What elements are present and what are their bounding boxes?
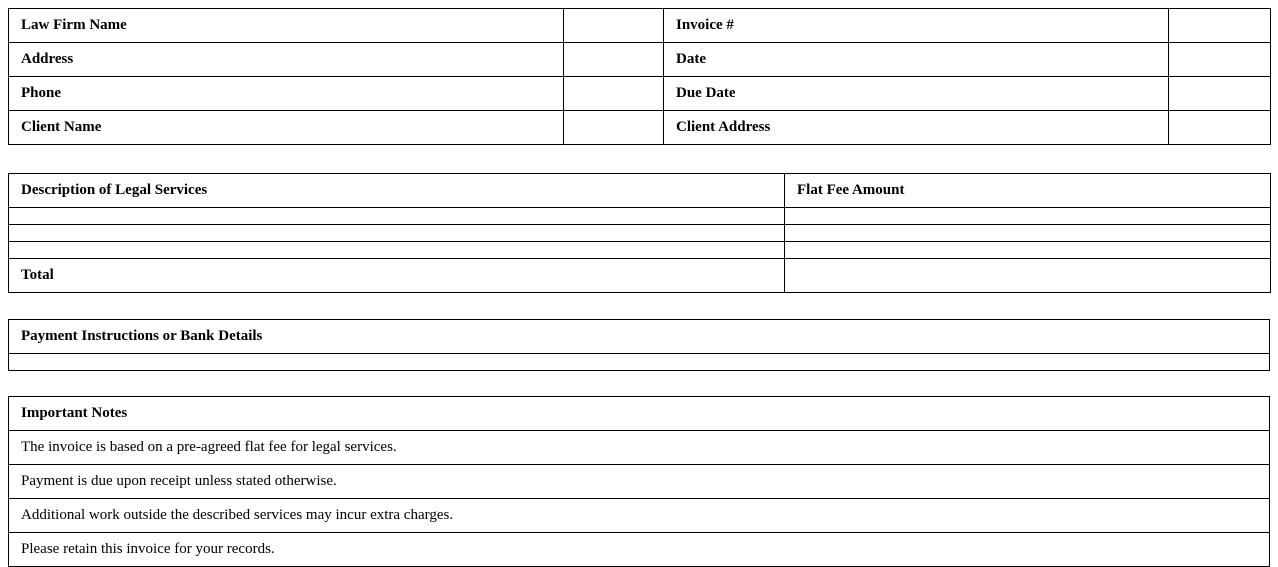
client-name-label: Client Name	[9, 111, 564, 145]
address-label: Address	[9, 43, 564, 77]
header-row	[9, 77, 1271, 111]
client-address-field[interactable]	[1169, 111, 1271, 145]
services-table	[8, 173, 1270, 293]
payment-table	[8, 319, 1270, 371]
due-date-label: Due Date	[664, 77, 1169, 111]
header-row	[9, 43, 1271, 77]
law-firm-name-label: Law Firm Name	[9, 9, 564, 43]
description-cell[interactable]	[9, 242, 785, 259]
address-field[interactable]	[564, 43, 664, 77]
total-value[interactable]	[785, 259, 1271, 293]
phone-field[interactable]	[564, 77, 664, 111]
invoice-header-table	[8, 8, 1270, 145]
law-firm-name-field[interactable]	[564, 9, 664, 43]
notes-title: Important Notes	[9, 397, 1270, 431]
note-item: The invoice is based on a pre-agreed flat fee for legal services.	[9, 431, 1270, 465]
client-address-label: Client Address	[664, 111, 1169, 145]
invoice-number-field[interactable]	[1169, 9, 1271, 43]
description-cell[interactable]	[9, 225, 785, 242]
service-row	[9, 208, 1271, 225]
notes-table	[8, 396, 1270, 567]
description-cell[interactable]	[9, 208, 785, 225]
phone-label: Phone	[9, 77, 564, 111]
note-item: Please retain this invoice for your records.	[9, 533, 1270, 567]
due-date-field[interactable]	[1169, 77, 1271, 111]
description-header: Description of Legal Services	[9, 174, 785, 208]
amount-cell[interactable]	[785, 208, 1271, 225]
date-field[interactable]	[1169, 43, 1271, 77]
invoice-number-label: Invoice #	[664, 9, 1169, 43]
payment-title: Payment Instructions or Bank Details	[9, 320, 1270, 354]
client-name-field[interactable]	[564, 111, 664, 145]
note-item: Additional work outside the described services may incur extra charges.	[9, 499, 1270, 533]
total-label: Total	[9, 259, 785, 293]
service-row	[9, 225, 1271, 242]
date-label: Date	[664, 43, 1169, 77]
note-item: Payment is due upon receipt unless stated otherwise.	[9, 465, 1270, 499]
amount-cell[interactable]	[785, 242, 1271, 259]
header-row	[9, 9, 1271, 43]
service-row	[9, 242, 1271, 259]
amount-header: Flat Fee Amount	[785, 174, 1271, 208]
header-row	[9, 111, 1271, 145]
amount-cell[interactable]	[785, 225, 1271, 242]
payment-details-cell[interactable]	[9, 354, 1270, 371]
